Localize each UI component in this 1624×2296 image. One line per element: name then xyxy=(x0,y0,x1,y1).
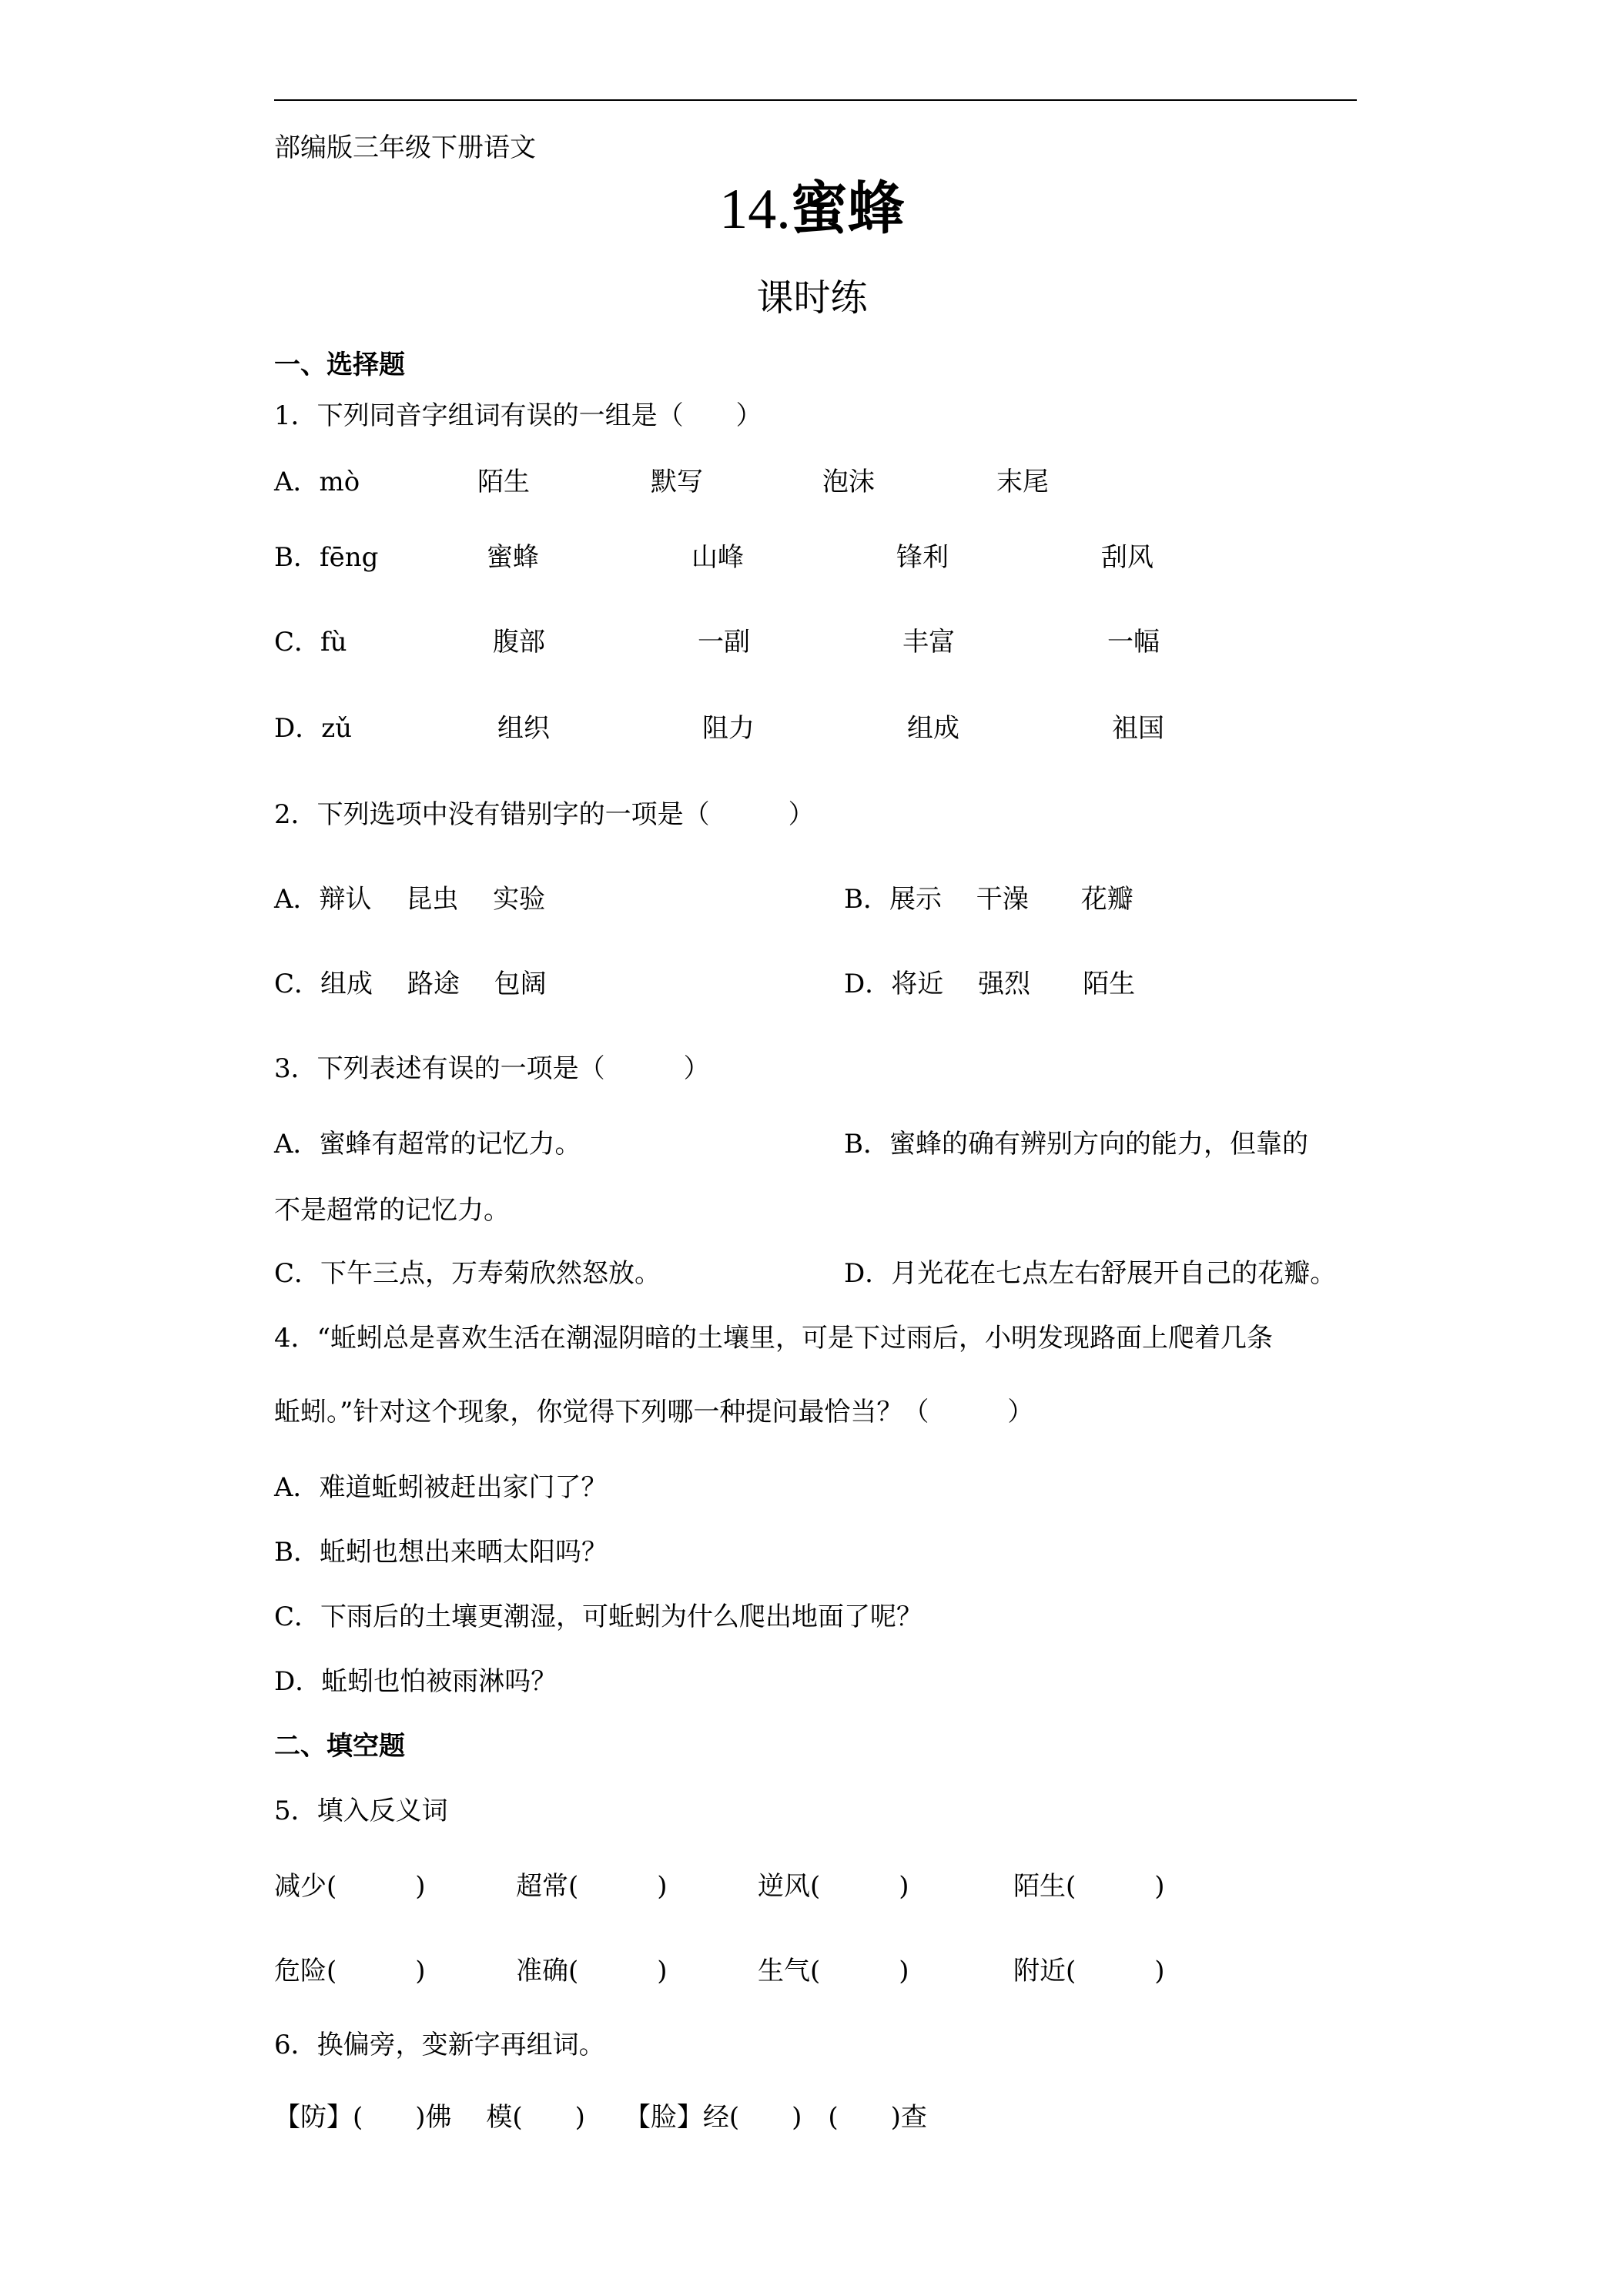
q1-option-a-word: 默写 xyxy=(651,467,703,497)
q1-option-c-label: C．fù xyxy=(274,627,347,658)
question-6-stem: 6．换偏旁，变新字再组词。 xyxy=(274,2030,605,2060)
q5-blank: 减少( ) xyxy=(274,1871,426,1902)
q5-blank: 危险( ) xyxy=(274,1956,426,1986)
question-3-stem: 3．下列表述有误的一项是（ ） xyxy=(274,1053,710,1084)
q1-option-a-label: A．mò xyxy=(274,467,360,497)
q1-option-d-word: 组成 xyxy=(907,713,959,744)
q6-blank-line: 【防】( )佛 模( ) 【脸】经( ) ( )查 xyxy=(274,2102,927,2133)
section-heading-fill: 二、填空题 xyxy=(274,1731,405,1762)
q3-option-d: D．月光花在七点左右舒展开自己的花瓣。 xyxy=(844,1258,1337,1289)
q2-option-a: A．辩认 昆虫 实验 xyxy=(274,884,546,915)
q5-blank: 逆风( ) xyxy=(758,1871,909,1902)
book-header: 部编版三年级下册语文 xyxy=(274,132,536,163)
title-word: 蜜蜂 xyxy=(790,176,905,242)
q5-blank: 生气( ) xyxy=(758,1956,909,1986)
question-1-stem: 1．下列同音字组词有误的一组是（ ） xyxy=(274,400,762,431)
q1-option-b-label: B．fēng xyxy=(274,542,379,573)
q5-blank: 附近( ) xyxy=(1013,1956,1165,1986)
q1-option-d-label: D．zǔ xyxy=(274,713,353,744)
q2-option-c: C．组成 路途 包阔 xyxy=(274,969,547,999)
title-number: 14. xyxy=(719,178,791,241)
q1-option-a-word: 陌生 xyxy=(477,467,530,497)
page-title xyxy=(0,174,1624,244)
q1-option-b-word: 刮风 xyxy=(1101,542,1154,573)
section-heading-choice: 一、选择题 xyxy=(274,350,405,380)
q1-option-c-word: 腹部 xyxy=(493,627,545,658)
q2-option-b: B．展示 干澡 花瓣 xyxy=(844,884,1133,915)
q4-option-d: D．蚯蚓也怕被雨淋吗？ xyxy=(274,1666,558,1697)
q1-option-c-word: 丰富 xyxy=(902,627,955,658)
q4-option-a: A．难道蚯蚓被赶出家门了？ xyxy=(274,1472,608,1503)
top-rule xyxy=(274,99,1357,101)
question-4-stem-line1: 4．“蚯蚓总是喜欢生活在潮湿阴暗的土壤里，可是下过雨后，小明发现路面上爬着几条 xyxy=(274,1323,1274,1354)
q1-option-a-word: 泡沫 xyxy=(822,467,875,497)
q1-option-d-word: 阻力 xyxy=(702,713,755,744)
q5-blank: 超常( ) xyxy=(516,1871,668,1902)
q4-option-b: B．蚯蚓也想出来晒太阳吗？ xyxy=(274,1537,608,1568)
q2-option-d: D．将近 强烈 陌生 xyxy=(844,969,1136,999)
question-2-stem: 2．下列选项中没有错别字的一项是（ ） xyxy=(274,799,815,830)
q1-option-b-word: 山峰 xyxy=(691,542,744,573)
q1-option-a-word: 末尾 xyxy=(996,467,1049,497)
q1-option-d-word: 组织 xyxy=(497,713,550,744)
q1-option-b-word: 锋利 xyxy=(896,542,949,573)
q1-option-c-word: 一幅 xyxy=(1107,627,1160,658)
q5-blank: 准确( ) xyxy=(516,1956,668,1986)
question-5-stem: 5．填入反义词 xyxy=(274,1796,448,1826)
q1-option-d-word: 祖国 xyxy=(1112,713,1164,744)
q3-option-b-line2: 不是超常的记忆力。 xyxy=(274,1195,510,1226)
q3-option-c: C．下午三点，万寿菊欣然怒放。 xyxy=(274,1258,661,1289)
q3-option-b-line1: B．蜜蜂的确有辨别方向的能力，但靠的 xyxy=(844,1129,1308,1160)
q5-blank: 陌生( ) xyxy=(1013,1871,1165,1902)
q4-option-c: C．下雨后的土壤更潮湿，可蚯蚓为什么爬出地面了呢？ xyxy=(274,1602,923,1632)
q1-option-c-word: 一副 xyxy=(698,627,750,658)
q1-option-b-word: 蜜蜂 xyxy=(487,542,539,573)
question-4-stem-line2: 蚯蚓。”针对这个现象，你觉得下列哪一种提问最恰当？（ ） xyxy=(274,1397,1034,1427)
page-subtitle: 课时练 xyxy=(756,276,868,320)
q3-option-a: A．蜜蜂有超常的记忆力。 xyxy=(274,1129,581,1160)
